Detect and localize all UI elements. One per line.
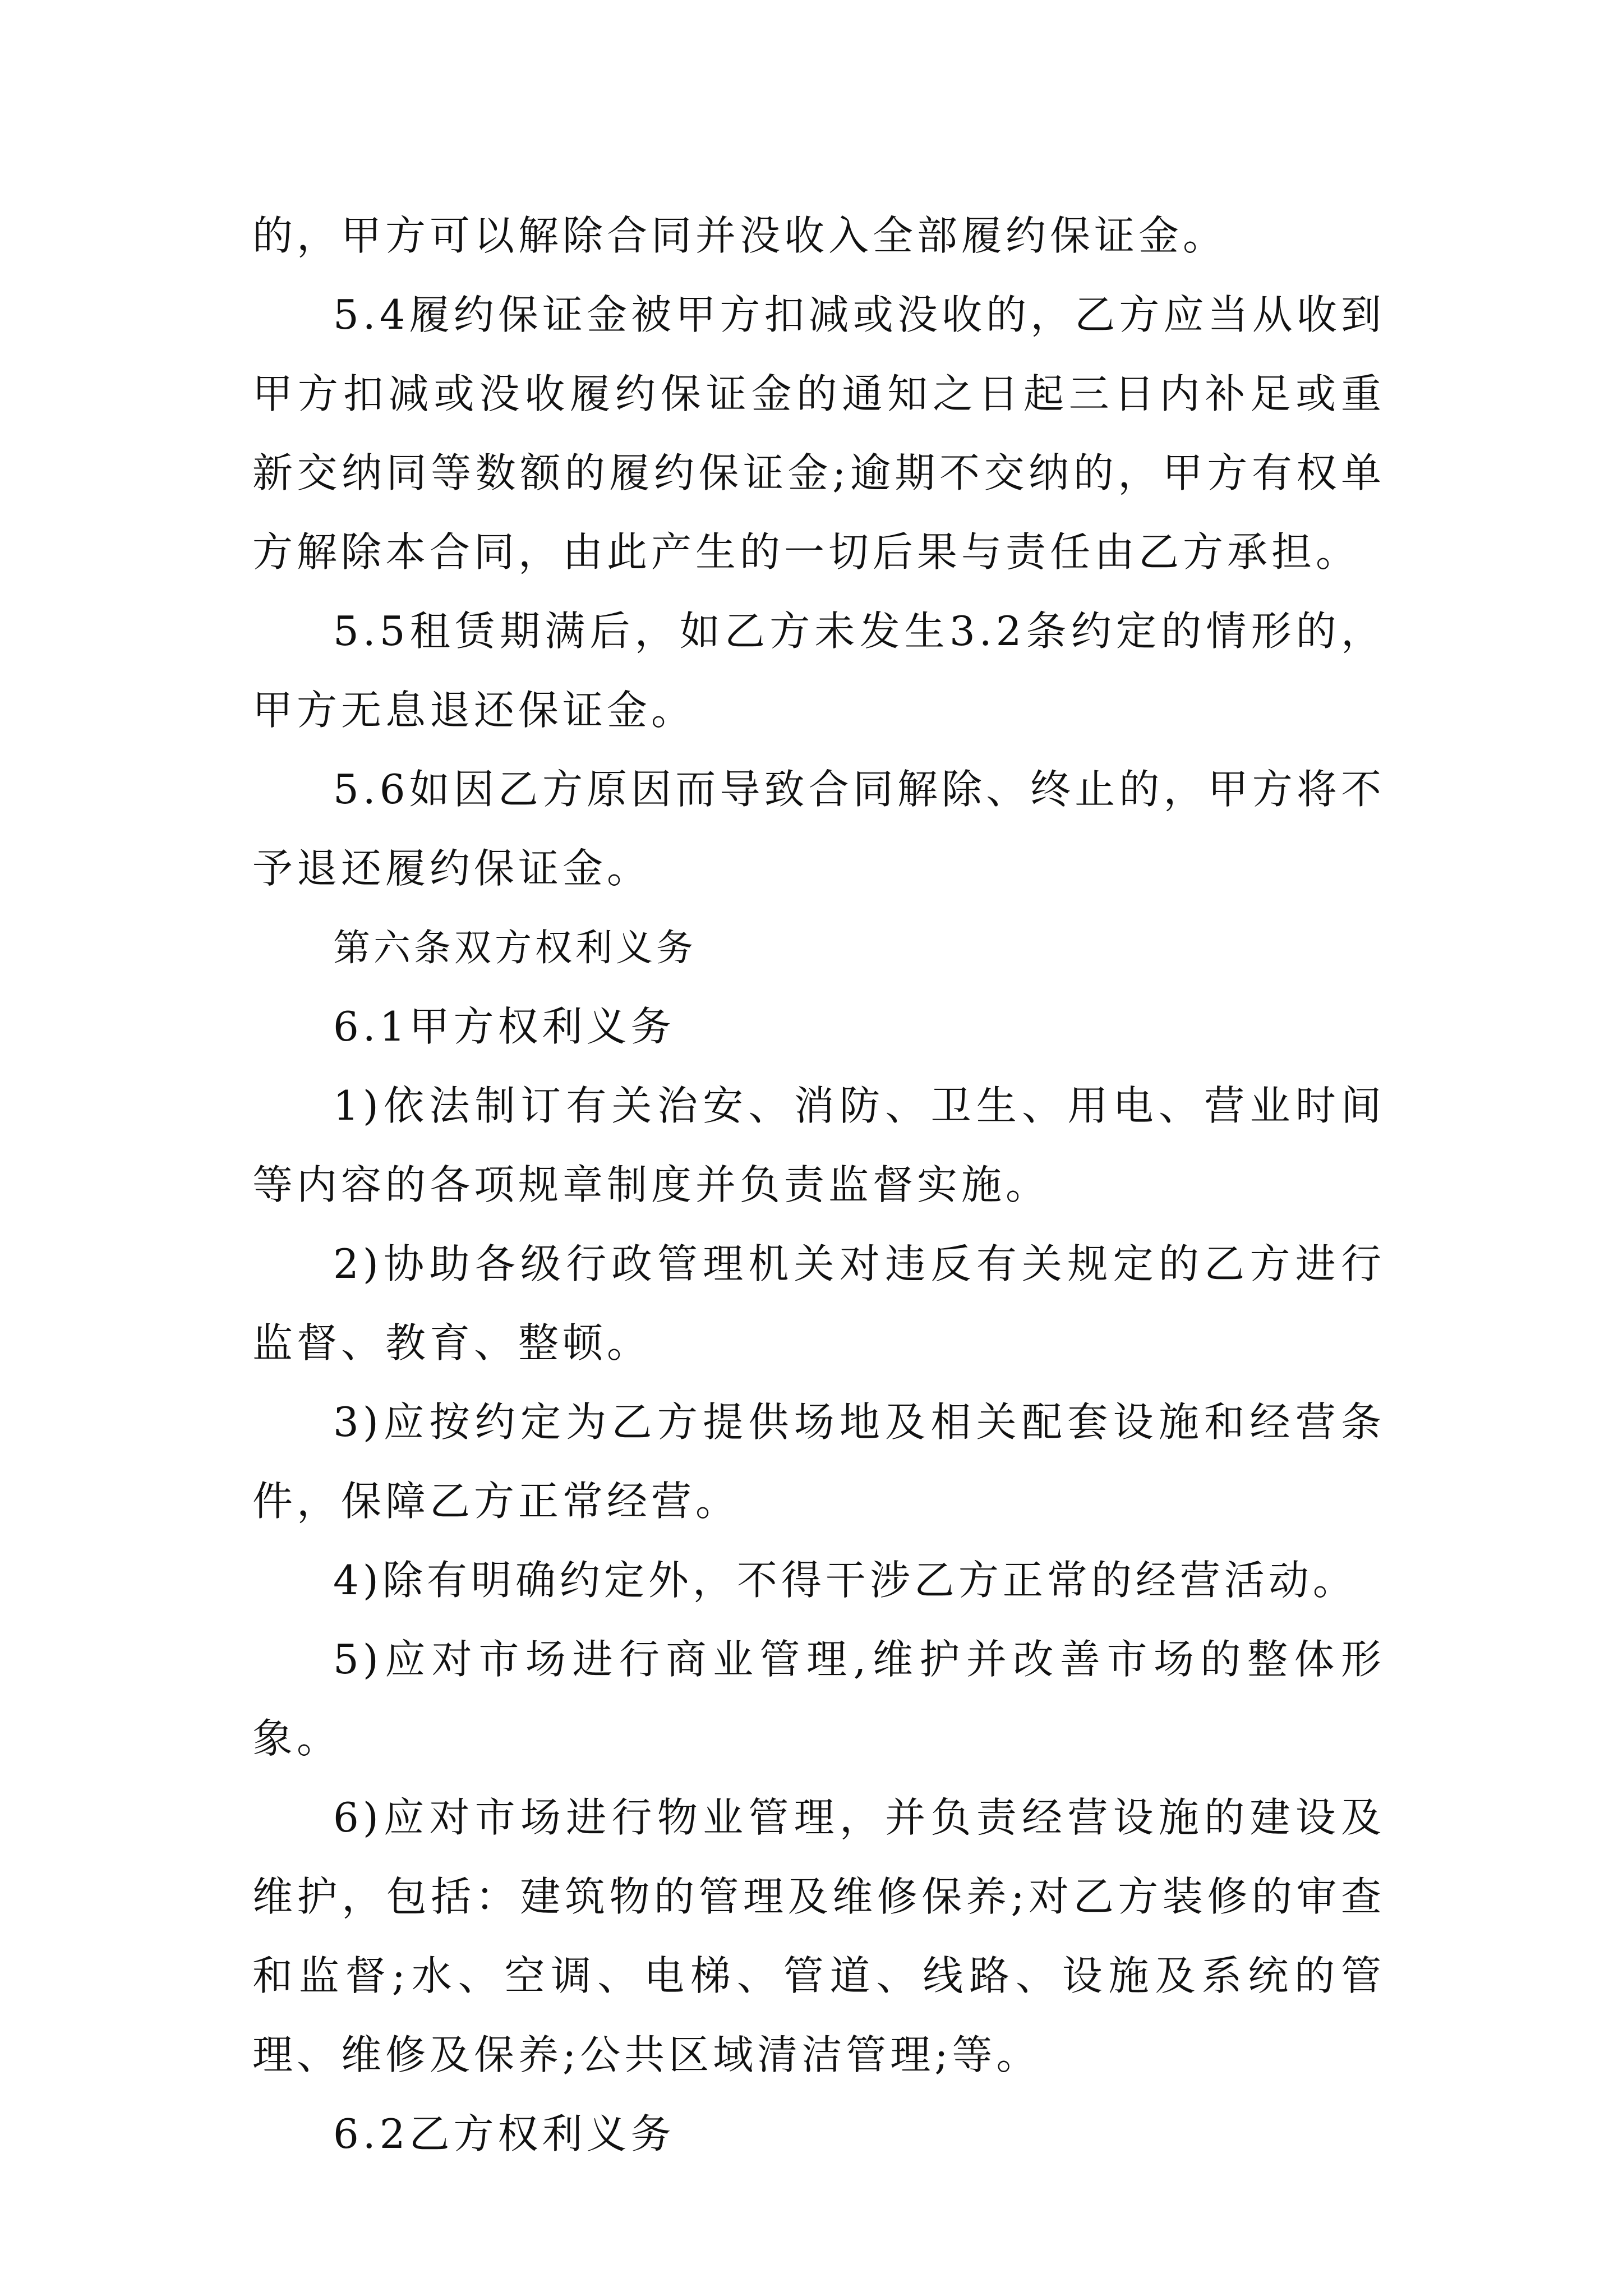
clause-5-5: 5.5租赁期满后，如乙方未发生3.2条约定的情形的，甲方无息退还保证金。 bbox=[252, 608, 1385, 734]
document-body bbox=[252, 196, 1385, 2174]
party-a-duty-5: 5)应对市场进行商业管理,维护并改善市场的整体形象。 bbox=[252, 1636, 1385, 1762]
clause-6-2-heading: 6.2乙方权利义务 bbox=[333, 2110, 675, 2157]
paragraph-continuation: 的，甲方可以解除合同并没收入全部履约保证金。 bbox=[252, 212, 1228, 259]
party-a-duty-3: 3)应按约定为乙方提供场地及相关配套设施和经营条件，保障乙方正常经营。 bbox=[252, 1398, 1385, 1525]
party-a-duty-6: 6)应对市场进行物业管理，并负责经营设施的建设及维护，包括：建筑物的管理及维修保养;对乙方装修的审查和监督;水、空调、电梯、管道、线路、设施及系统的管理、维修及保养;公共区域清洁管理;等。 bbox=[252, 1794, 1385, 2078]
clause-5-6: 5.6如因乙方原因而导致合同解除、终止的，甲方将不予退还履约保证金。 bbox=[252, 766, 1385, 892]
article-6-heading: 第六条双方权利义务 bbox=[333, 926, 697, 969]
party-a-duty-4: 4)除有明确约定外，不得干涉乙方正常的经营活动。 bbox=[333, 1557, 1357, 1604]
party-a-duty-2: 2)协助各级行政管理机关对违反有关规定的乙方进行监督、教育、整顿。 bbox=[252, 1240, 1385, 1366]
clause-5-4: 5.4履约保证金被甲方扣减或没收的，乙方应当从收到甲方扣减或没收履约保证金的通知之日起三日内补足或重新交纳同等数额的履约保证金;逾期不交纳的，甲方有权单方解除本合同，由此产生的一切后果与责任由乙方承担。 bbox=[252, 291, 1385, 576]
clause-6-1-heading: 6.1甲方权利义务 bbox=[333, 1003, 675, 1050]
party-a-duty-1: 1)依法制订有关治安、消防、卫生、用电、营业时间等内容的各项规章制度并负责监督实施。 bbox=[252, 1082, 1385, 1208]
